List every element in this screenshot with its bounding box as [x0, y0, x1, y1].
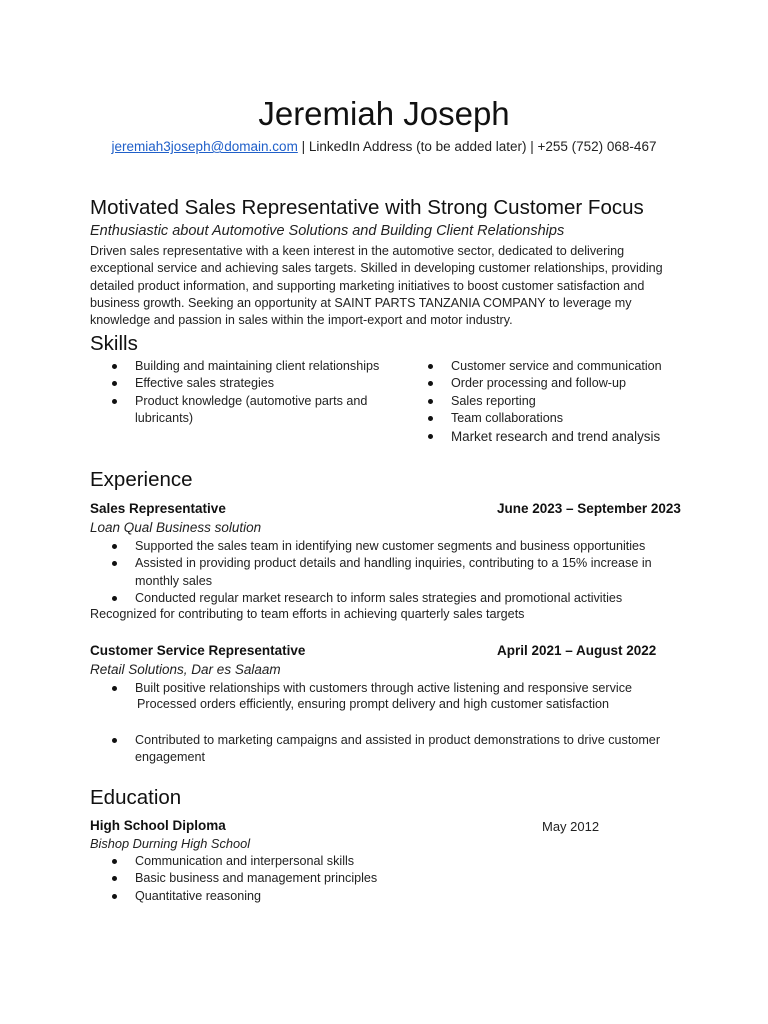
job-bullet: Assisted in providing product details and handling inquiries, contributing to a 15% increase in monthly sales [90, 555, 680, 590]
school-name: Bishop Durning High School [90, 836, 251, 851]
job-company: Retail Solutions, Dar es Salaam [90, 662, 281, 677]
education-bullet: Communication and interpersonal skills [90, 853, 680, 870]
profile-subheadline: Enthusiastic about Automotive Solutions and Building Client Relationships [90, 223, 565, 239]
degree-title: High School Diploma [90, 818, 226, 833]
education-heading: Education [90, 786, 182, 809]
contact-details: | LinkedIn Address (to be added later) | +255 (752) 068-467 [297, 139, 657, 154]
job-title: Sales Representative [90, 501, 226, 516]
job-company: Loan Qual Business solution [90, 520, 262, 535]
education-bullet: Basic business and management principles [90, 870, 680, 887]
job-bullets [90, 680, 680, 697]
skill-item: Effective sales strategies [90, 375, 380, 392]
skill-item: Market research and trend analysis [406, 428, 706, 445]
education-bullet: Quantitative reasoning [90, 888, 680, 905]
education-bullets [90, 853, 680, 905]
job-bullets [90, 538, 680, 608]
skill-item: Order processing and follow-up [406, 375, 706, 392]
skill-item: Team collaborations [406, 410, 706, 427]
job-bullet: Built positive relationships with customers through active listening and responsive service [90, 680, 680, 697]
skills-list-left [90, 358, 380, 428]
skill-item: Sales reporting [406, 393, 706, 410]
job-bullet-continuation: Processed orders efficiently, ensuring prompt delivery and high customer satisfaction [137, 697, 610, 711]
job-bullet: Conducted regular market research to inform sales strategies and promotional activities [90, 590, 680, 607]
job-bullet: Contributed to marketing campaigns and assisted in product demonstrations to drive customer engagement [90, 732, 680, 767]
skill-item: Building and maintaining client relationships [90, 358, 380, 375]
job-dates: June 2023 – September 2023 [497, 501, 681, 516]
job-dates: April 2021 – August 2022 [497, 643, 657, 658]
skills-heading: Skills [90, 332, 138, 355]
job-note: Recognized for contributing to team efforts in achieving quarterly sales targets [90, 607, 525, 621]
skill-item: Product knowledge (automotive parts and lubricants) [90, 393, 380, 428]
education-date: May 2012 [542, 819, 600, 834]
candidate-name: Jeremiah Joseph [258, 95, 510, 132]
email-link[interactable]: jeremiah3joseph@domain.com [111, 139, 298, 154]
contact-line [0, 139, 768, 154]
profile-summary: Driven sales representative with a keen interest in the automotive sector, dedicated to delivering exceptional service and achieving sales targets. Skilled in developing customer relationships, providing detailed product information, and supporting marketing initiatives to boost customer satisfaction and business growth. Seeking an opportunity at SAINT PARTS TANZANIA COMPANY to leverage my knowledge and passion in sales within the import-export and motor industry. [90, 244, 663, 328]
job-bullet: Supported the sales team in identifying new customer segments and business opportunities [90, 538, 680, 555]
experience-heading: Experience [90, 468, 193, 491]
skills-list-right [406, 358, 706, 445]
profile-headline: Motivated Sales Representative with Strong Customer Focus [90, 196, 644, 219]
skill-item: Customer service and communication [406, 358, 706, 375]
job-bullets [90, 732, 680, 767]
job-title: Customer Service Representative [90, 643, 306, 658]
